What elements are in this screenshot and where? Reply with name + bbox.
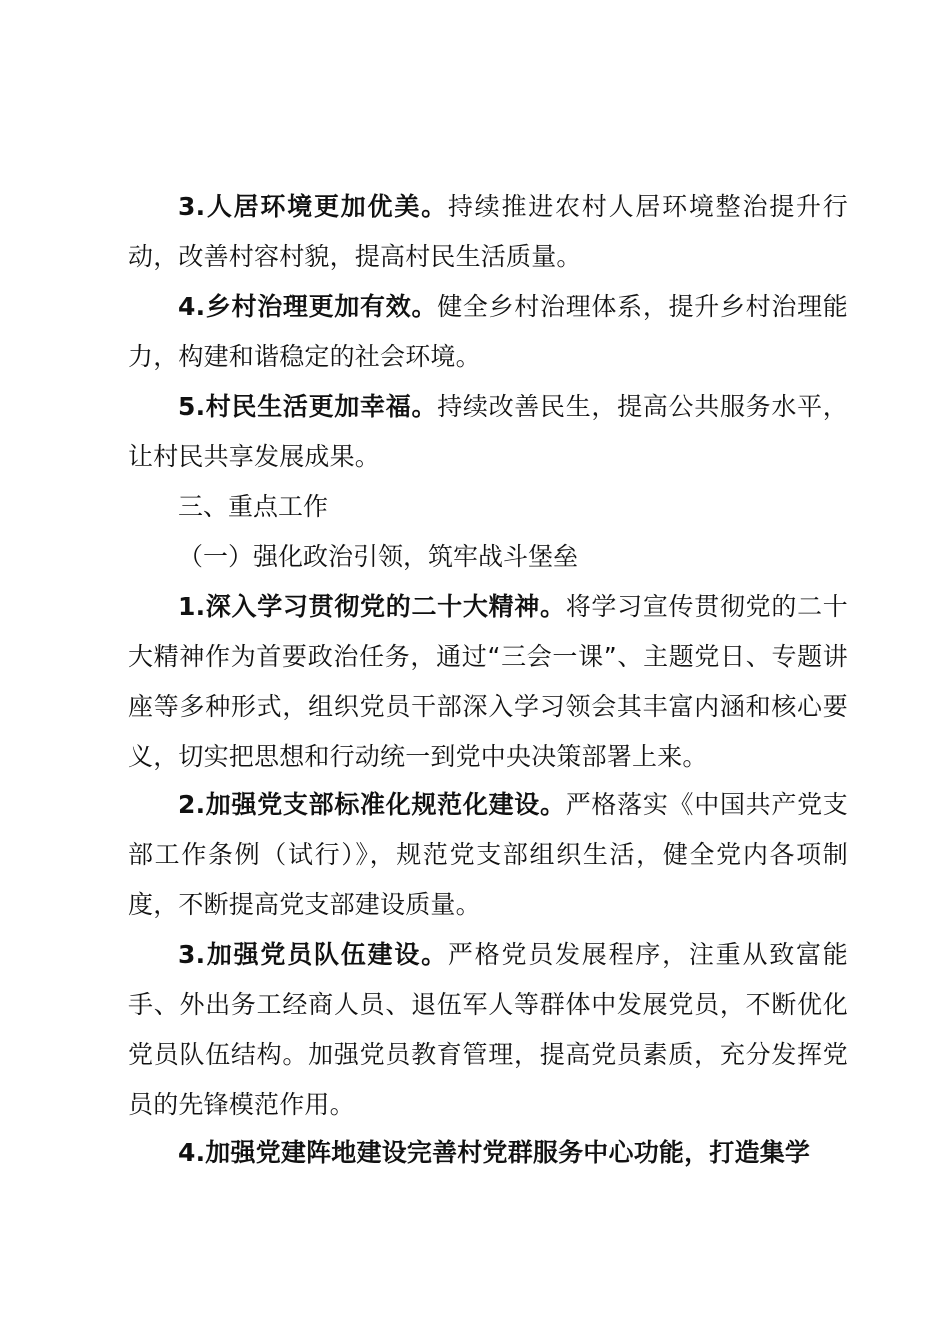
work-item-4-lead: 4.加强党建阵地建设完善村党群服务中心功能，打造集学 xyxy=(178,1138,811,1167)
goal-paragraph-4 xyxy=(128,282,848,382)
work-item-3-body: 严格党员发展程序，注重从致富能手、外出务工经商人员、退伍军人等群体中发展党员，不断优化党员队伍结构。加强党员教育管理，提高党员素质，充分发挥党员的先锋模范作用。 xyxy=(128,940,848,1119)
work-item-1-lead: 1.深入学习贯彻党的二十大精神。 xyxy=(178,592,566,621)
work-item-4 xyxy=(128,1128,848,1178)
work-item-3-lead: 3.加强党员队伍建设。 xyxy=(178,940,448,969)
goal-4-lead: 4.乡村治理更加有效。 xyxy=(178,292,438,321)
subsection-heading: （一）强化政治引领，筑牢战斗堡垒 xyxy=(178,542,579,571)
goal-5-body: 持续改善民生，提高公共服务水平，让村民共享发展成果。 xyxy=(128,392,849,471)
work-item-1-body: 将学习宣传贯彻党的二十大精神作为首要政治任务，通过“三会一课”、主题党日、专题讲座等多种形式，组织党员干部深入学习领会其丰富内涵和核心要义，切实把思想和行动统一到党中央决策部署上来。 xyxy=(128,592,849,771)
goal-paragraph-3 xyxy=(128,182,848,282)
section-heading: 三、重点工作 xyxy=(178,492,329,521)
work-item-2-lead: 2.加强党支部标准化规范化建设。 xyxy=(178,790,566,819)
goal-3-lead: 3.人居环境更加优美。 xyxy=(178,192,448,221)
goal-5-lead: 5.村民生活更加幸福。 xyxy=(178,392,438,421)
work-item-2 xyxy=(128,780,848,930)
goal-3-body: 持续推进农村人居环境整治提升行动，改善村容村貌，提高村民生活质量。 xyxy=(128,192,848,271)
work-item-3 xyxy=(128,930,848,1130)
work-item-2-body: 严格落实《中国共产党支部工作条例（试行）》，规范党支部组织生活，健全党内各项制度，不断提高党支部建设质量。 xyxy=(128,790,849,919)
goal-4-body: 健全乡村治理体系，提升乡村治理能力，构建和谐稳定的社会环境。 xyxy=(128,292,849,371)
goal-paragraph-5 xyxy=(128,382,848,482)
work-item-1 xyxy=(128,582,848,782)
